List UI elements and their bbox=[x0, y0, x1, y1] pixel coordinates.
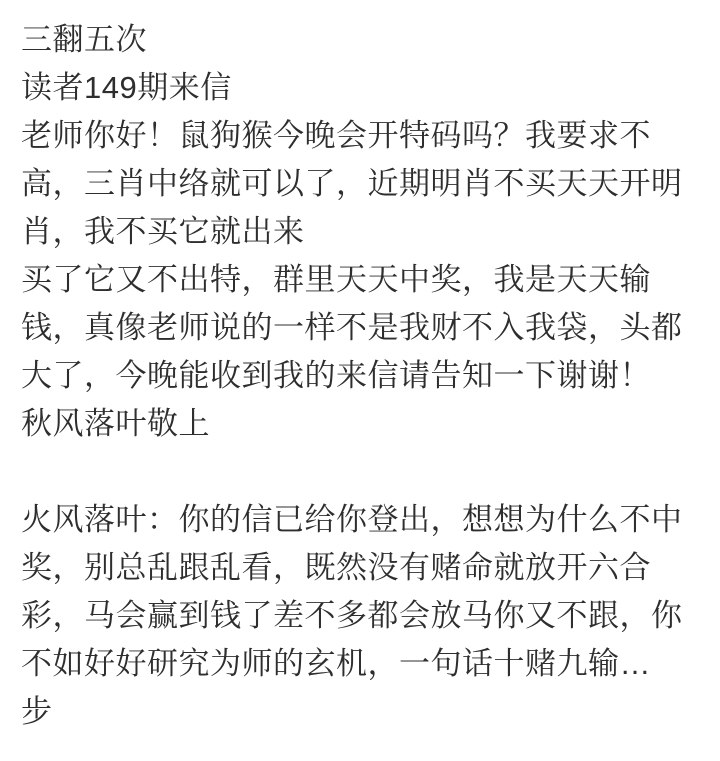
text-line: 高，三肖中络就可以了，近期明肖不买天天开明 bbox=[21, 166, 683, 201]
text-line: 奖，别总乱跟乱看，既然没有赌命就放开六合 bbox=[21, 550, 651, 585]
blank-line bbox=[21, 448, 702, 496]
text-line: 火风落叶：你的信已给你登出，想想为什么不中 bbox=[21, 502, 683, 537]
text-line: 三翻五次 bbox=[21, 22, 147, 57]
text-line: 不如好好研究为师的玄机，一句话十赌九输… bbox=[21, 646, 651, 681]
text-line: 老师你好！鼠狗猴今晚会开特码吗？我要求不 bbox=[21, 118, 651, 153]
text-line: 大了，今晚能收到我的来信请告知一下谢谢！ bbox=[21, 358, 651, 393]
text-line: 肖，我不买它就出来 bbox=[21, 214, 305, 249]
text-line: 钱，真像老师说的一样不是我财不入我袋，头都 bbox=[21, 310, 683, 345]
text-line: 买了它又不出特，群里天天中奖，我是天天输 bbox=[21, 262, 651, 297]
text-line: 读者149期来信 bbox=[21, 70, 232, 105]
text-line: 步 bbox=[21, 694, 53, 729]
text-line: 彩，马会赢到钱了差不多都会放马你又不跟，你 bbox=[21, 598, 683, 633]
letter-body bbox=[21, 16, 702, 736]
text-line: 秋风落叶敬上 bbox=[21, 406, 210, 441]
